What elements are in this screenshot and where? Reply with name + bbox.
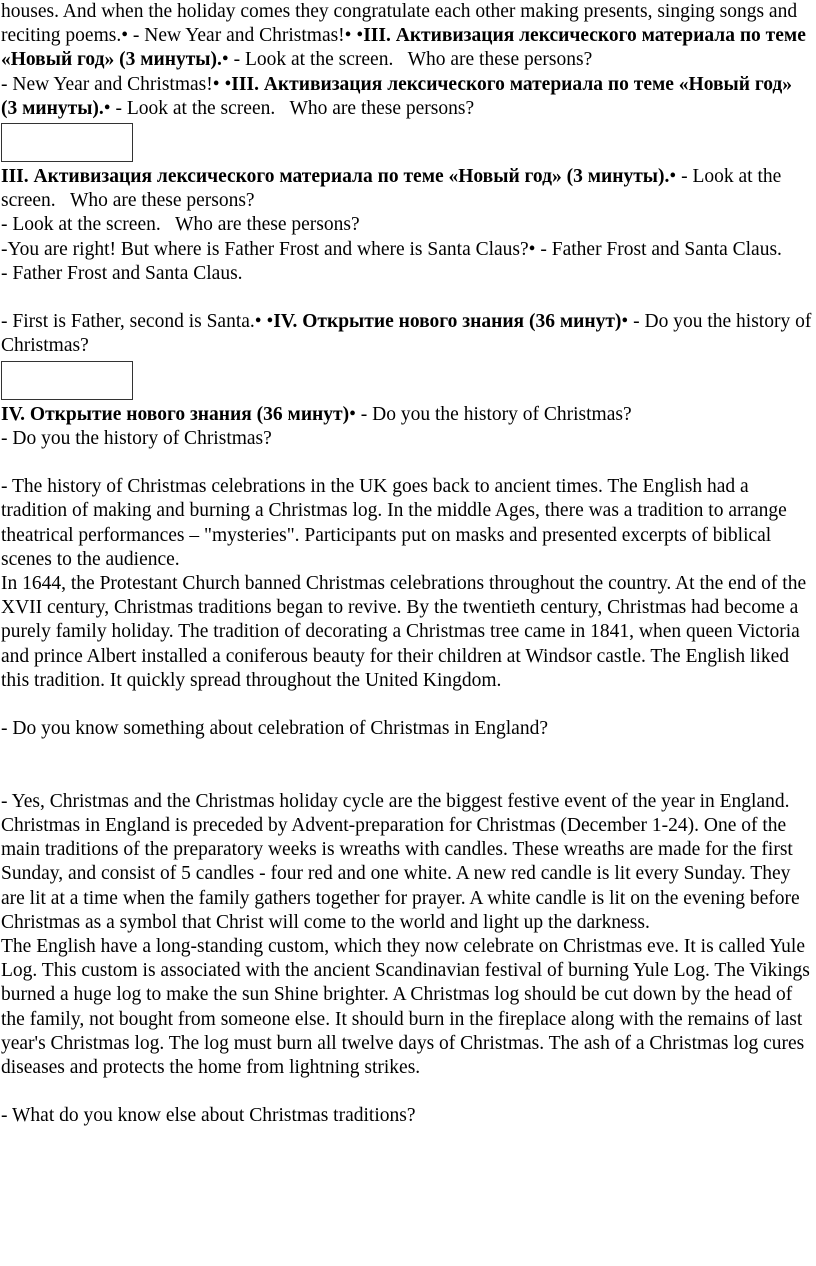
paragraph (1, 935, 815, 1080)
blank-line (1, 1080, 812, 1104)
blank-line (1, 451, 812, 475)
paragraph-text: - Yes, Christmas and the Christmas holiday cycle are the biggest festive event of the year in England. Christmas in England is preceded by Advent-preparation for Christmas (December 1-24). One of the main traditions of the preparatory weeks is wreaths with candles. These wreaths are made for the first Sunday, and consist of 5 candles - four red and one white. A new red candle is lit every Sunday. They are lit at a time when the family gathers together for prayer. A white candle is lit on the evening before Christmas as a symbol that Christ will come to the world and light up the darkness. (1, 790, 805, 933)
paragraph (1, 403, 812, 427)
paragraph-tail: • - Look at the screen. Who are these persons? (103, 97, 475, 119)
paragraph (1, 0, 812, 73)
paragraph-text: houses. And when the holiday comes they congratulate each other making presents, singing songs and reciting poems.• - New Year and Christmas!• • (1, 1, 802, 47)
section-heading: III. Активизация лексического материала по теме «Новый год» (3 минуты). (1, 25, 811, 71)
paragraph-text: - Do you know something about celebration of Christmas in England? (1, 718, 548, 740)
paragraph-tail: • - Look at the screen. Who are these persons? (221, 49, 593, 71)
paragraph-text: - First is Father, second is Santa.• • (1, 311, 274, 333)
paragraph (1, 1104, 812, 1128)
blank-line (1, 286, 812, 310)
paragraph (1, 427, 812, 451)
blank-line (1, 766, 812, 790)
paragraph-text: In 1644, the Protestant Church banned Christmas celebrations throughout the country. At the end of the XVII century, Christmas traditions began to revive. By the twentieth century, Christmas had become a purely family holiday. The tradition of decorating a Christmas tree came in 1841, when queen Victoria and prince Albert installed a coniferous beauty for their children at Windsor castle. The English liked this tradition. It quickly spread throughout the United Kingdom. (1, 573, 811, 691)
paragraph-tail: • - Do you the history of Christmas? (1, 311, 816, 357)
paragraph (1, 475, 812, 572)
paragraph-text: - Do you the history of Christmas? (1, 427, 272, 449)
section-heading: IV. Открытие нового знания (36 минут) (1, 403, 350, 425)
section-heading: IV. Открытие нового знания (36 минут) (273, 311, 622, 333)
paragraph (1, 73, 812, 121)
paragraph-text: - What do you know else about Christmas traditions? (1, 1105, 416, 1127)
paragraph (1, 717, 812, 741)
image-placeholder-box (1, 361, 133, 400)
paragraph (1, 262, 812, 286)
paragraph-text: -You are right! But where is Father Frost and where is Santa Claus?• - Father Frost and Santa Claus. (1, 238, 782, 260)
paragraph (1, 213, 812, 237)
paragraph-text: - New Year and Christmas!• • (1, 73, 232, 95)
section-heading: III. Активизация лексического материала по теме «Новый год» (3 минуты). (1, 166, 670, 188)
section-heading: III. Активизация лексического материала по теме «Новый год» (3 минуты). (1, 73, 797, 119)
paragraph-tail: • - Look at the screen. Who are these persons? (1, 166, 787, 212)
image-placeholder-box (1, 123, 133, 162)
paragraph (1, 572, 812, 693)
blank-line (1, 741, 812, 765)
paragraph-text: - Father Frost and Santa Claus. (1, 262, 243, 284)
paragraph-text: - The history of Christmas celebrations in the UK goes back to ancient times. The English had a tradition of making and burning a Christmas log. In the middle Ages, there was a tradition to arrange theatrical performances – "mysteries". Participants put on masks and presented excerpts of biblical scenes to the audience. (1, 476, 792, 570)
paragraph-text: The English have a long-standing custom, which they now celebrate on Christmas eve. It is called Yule Log. This custom is associated with the ancient Scandinavian festival of burning Yule Log. The Vikings burned a huge log to make the sun Shine brighter. A Christmas log should be cut down by the head of the family, not bought from someone else. It should burn in the fireplace along with the remains of last year's Christmas log. The log must burn all twelve days of Christmas. The ash of a Christmas log cures diseases and protects the home from lightning strikes. (1, 936, 815, 1079)
blank-line (1, 693, 812, 717)
paragraph (1, 165, 812, 213)
paragraph (1, 238, 812, 262)
paragraph-tail: • - Do you the history of Christmas? (349, 403, 632, 425)
paragraph (1, 790, 812, 935)
paragraph-text: - Look at the screen. Who are these persons? (1, 214, 360, 236)
paragraph (1, 310, 816, 358)
